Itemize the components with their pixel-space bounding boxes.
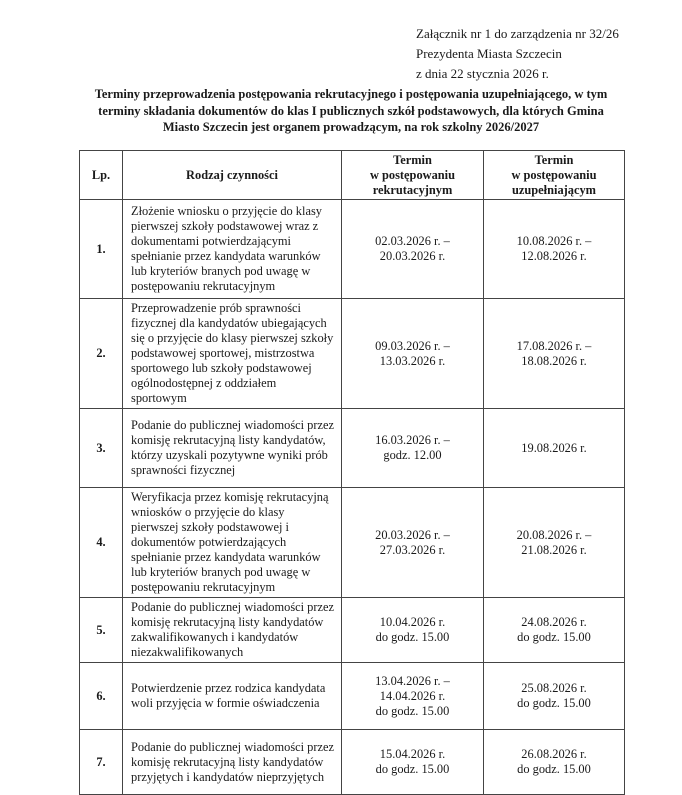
row-number: 7. <box>80 730 123 795</box>
recruitment-term: 20.03.2026 r. – 27.03.2026 r. <box>342 488 484 598</box>
header-recruitment: Termin w postępowaniu rekrutacyjnym <box>342 151 484 200</box>
row-number: 4. <box>80 488 123 598</box>
table-row <box>80 730 625 795</box>
attachment-number: Załącznik nr 1 do zarządzenia nr 32/26 <box>416 26 619 41</box>
recruitment-term: 16.03.2026 r. – godz. 12.00 <box>342 409 484 488</box>
supplementary-term: 24.08.2026 r. do godz. 15.00 <box>484 598 625 663</box>
table-row <box>80 598 625 663</box>
table-header-row <box>80 151 625 200</box>
supplementary-term: 10.08.2026 r. – 12.08.2026 r. <box>484 200 625 299</box>
activity-description: Podanie do publicznej wiadomości przez komisję rekrutacyjną listy kandydatów zakwalifikowanych i kandydatów niezakwalifikowanych <box>123 598 342 663</box>
table-row <box>80 299 625 409</box>
activity-description: Podanie do publicznej wiadomości przez komisję rekrutacyjną listy kandydatów, którzy uzyskali pozytywne wyniki prób sprawności fizycznej <box>123 409 342 488</box>
activity-description: Złożenie wniosku o przyjęcie do klasy pierwszej szkoły podstawowej wraz z dokumentami potwierdzającymi spełnianie przez kandydata warunków lub kryteriów branych pod uwagę w postępowaniu rekrutacyjnym <box>123 200 342 299</box>
activity-description: Podanie do publicznej wiadomości przez komisję rekrutacyjną listy kandydatów przyjętych i kandydatów nieprzyjętych <box>123 730 342 795</box>
header-lp: Lp. <box>80 151 123 200</box>
table-row <box>80 200 625 299</box>
issue-date: z dnia 22 stycznia 2026 r. <box>416 66 549 81</box>
activity-description: Weryfikacja przez komisję rekrutacyjną wniosków o przyjęcie do klasy pierwszej szkoły podstawowej i dokumentów potwierdzających spełnianie przez kandydata warunków lub kryteriów branych pod uwagę w postępowaniu rekrutacyjnym <box>123 488 342 598</box>
activity-description: Potwierdzenie przez rodzica kandydata woli przyjęcia w formie oświadczenia <box>123 663 342 730</box>
row-number: 1. <box>80 200 123 299</box>
recruitment-term: 13.04.2026 r. – 14.04.2026 r. do godz. 15.00 <box>342 663 484 730</box>
attachment-header <box>416 24 619 84</box>
recruitment-term: 02.03.2026 r. – 20.03.2026 r. <box>342 200 484 299</box>
row-number: 3. <box>80 409 123 488</box>
header-supplementary: Termin w postępowaniu uzupełniającym <box>484 151 625 200</box>
supplementary-term: 17.08.2026 r. – 18.08.2026 r. <box>484 299 625 409</box>
table-row <box>80 663 625 730</box>
supplementary-term: 19.08.2026 r. <box>484 409 625 488</box>
supplementary-term: 20.08.2026 r. – 21.08.2026 r. <box>484 488 625 598</box>
supplementary-term: 26.08.2026 r. do godz. 15.00 <box>484 730 625 795</box>
table-row <box>80 488 625 598</box>
issuer: Prezydenta Miasta Szczecin <box>416 46 562 61</box>
activity-description: Przeprowadzenie prób sprawności fizycznej dla kandydatów ubiegających się o przyjęcie do klasy pierwszej szkoły podstawowej sportowej, mistrzostwa sportowego lub szkoły podstawowej ogólnodostępnej z oddziałem sportowym <box>123 299 342 409</box>
supplementary-term: 25.08.2026 r. do godz. 15.00 <box>484 663 625 730</box>
row-number: 5. <box>80 598 123 663</box>
row-number: 6. <box>80 663 123 730</box>
row-number: 2. <box>80 299 123 409</box>
table-row <box>80 409 625 488</box>
document-title: Terminy przeprowadzenia postępowania rekrutacyjnego i postępowania uzupełniającego, w tym terminy składania dokumentów do klas I publicznych szkół podstawowych, dla których Gmina Miasto Szczecin jest organem prowadzącym, na rok szkolny 2026/2027 <box>94 87 608 134</box>
schedule-table <box>79 150 625 795</box>
header-activity: Rodzaj czynności <box>123 151 342 200</box>
recruitment-term: 10.04.2026 r. do godz. 15.00 <box>342 598 484 663</box>
recruitment-term: 15.04.2026 r. do godz. 15.00 <box>342 730 484 795</box>
recruitment-term: 09.03.2026 r. – 13.03.2026 r. <box>342 299 484 409</box>
